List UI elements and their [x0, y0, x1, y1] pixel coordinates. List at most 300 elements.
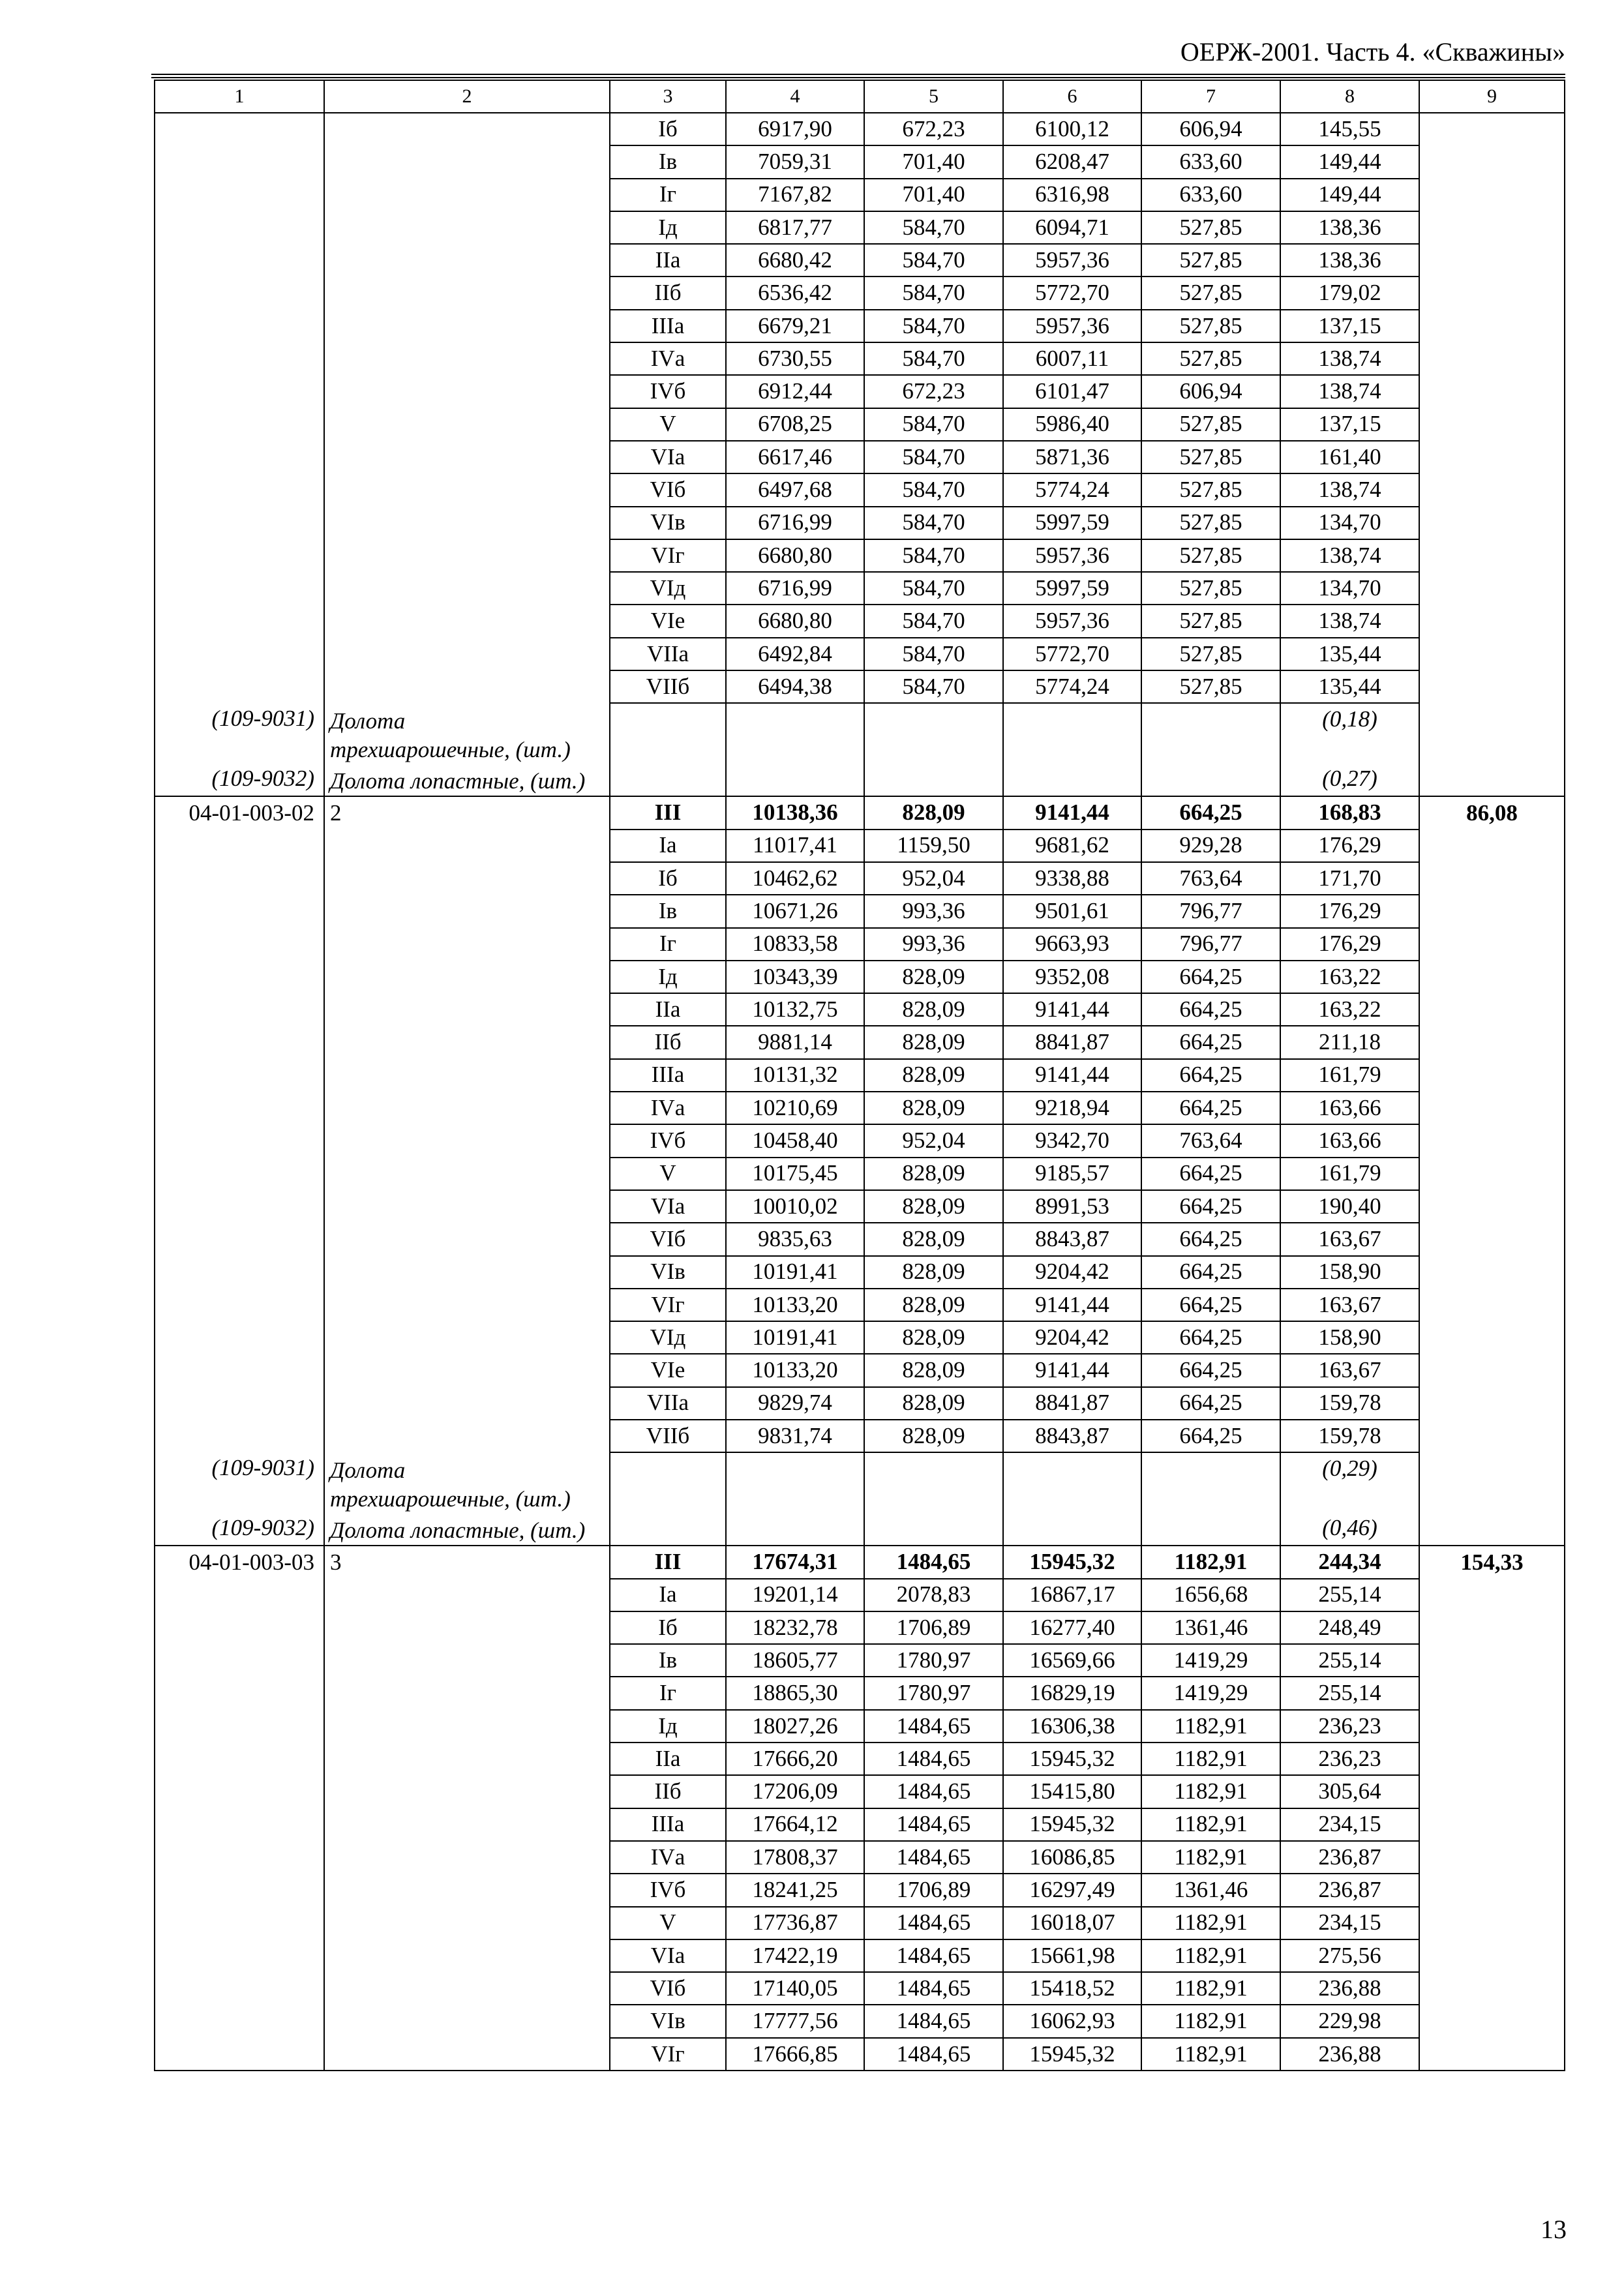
column-number: 7	[1141, 80, 1280, 113]
total-cost-cell: 6708,25	[726, 408, 864, 441]
table-row	[155, 1743, 1565, 1775]
labor-wages-cell: 1159,50	[864, 830, 1003, 862]
rate-code-cell	[155, 1775, 324, 1808]
operator-wages-cell: 527,85	[1141, 310, 1280, 342]
materials-cost-cell: 255,14	[1280, 1677, 1419, 1709]
operator-wages-cell: 763,64	[1141, 862, 1280, 895]
operator-wages-cell: 664,25	[1141, 1420, 1280, 1452]
labor-hours-cell	[1419, 1710, 1565, 1743]
table-row	[155, 473, 1565, 506]
work-description-cell	[324, 179, 610, 211]
work-description-cell	[324, 1874, 610, 1906]
labor-wages-cell: 993,36	[864, 928, 1003, 961]
total-cost-cell: 17674,31	[726, 1546, 864, 1578]
resource-name-line: трехшарошечные, (шт.)	[330, 1486, 571, 1512]
labor-hours-cell	[1419, 1808, 1565, 1841]
machine-cost-cell: 8991,53	[1003, 1190, 1141, 1223]
labor-hours-cell	[1419, 1223, 1565, 1255]
labor-hours-cell	[1419, 1743, 1565, 1775]
table-row	[155, 961, 1565, 993]
total-cost-cell: 17666,85	[726, 2038, 864, 2071]
labor-hours-cell	[1419, 2038, 1565, 2071]
table-row	[155, 1907, 1565, 1939]
machine-cost-cell: 16867,17	[1003, 1579, 1141, 1611]
column-number: 9	[1419, 80, 1565, 113]
machine-cost-cell: 9185,57	[1003, 1158, 1141, 1190]
materials-cost-cell: 135,44	[1280, 638, 1419, 670]
table-row	[155, 1420, 1565, 1452]
operator-wages-cell: 1182,91	[1141, 1808, 1280, 1841]
work-description-cell	[324, 1124, 610, 1157]
labor-hours-cell	[1419, 473, 1565, 506]
work-description-cell	[324, 1907, 610, 1939]
operator-wages-cell: 664,25	[1141, 993, 1280, 1026]
machine-cost-cell: 6007,11	[1003, 342, 1141, 375]
zone-cell: IIа	[610, 244, 726, 277]
zone-cell: IVб	[610, 1874, 726, 1906]
materials-cost-cell: 137,15	[1280, 408, 1419, 441]
rate-code-cell	[155, 1124, 324, 1157]
labor-wages-cell: 828,09	[864, 1387, 1003, 1420]
labor-hours-cell	[1419, 1190, 1565, 1223]
empty-cell	[610, 1514, 726, 1546]
materials-cost-cell: 138,74	[1280, 375, 1419, 408]
machine-cost-cell: 5957,36	[1003, 539, 1141, 572]
operator-wages-cell: 1419,29	[1141, 1677, 1280, 1709]
zone-cell: Iд	[610, 211, 726, 244]
work-description-cell	[324, 1677, 610, 1709]
empty-cell	[610, 764, 726, 796]
zone-cell: VIIа	[610, 1387, 726, 1420]
machine-cost-cell: 16829,19	[1003, 1677, 1141, 1709]
table-row	[155, 605, 1565, 637]
operator-wages-cell: 633,60	[1141, 145, 1280, 178]
machine-cost-cell: 9663,93	[1003, 928, 1141, 961]
total-cost-cell: 6680,42	[726, 244, 864, 277]
work-description-cell	[324, 441, 610, 473]
table-row	[155, 1546, 1565, 1578]
column-number: 5	[864, 80, 1003, 113]
labor-hours-cell	[1419, 1677, 1565, 1709]
rate-code-cell	[155, 1874, 324, 1906]
operator-wages-cell: 1182,91	[1141, 1972, 1280, 2005]
table-row	[155, 277, 1565, 309]
resource-name-cell	[324, 703, 610, 764]
total-cost-cell: 11017,41	[726, 830, 864, 862]
zone-cell: VIе	[610, 1354, 726, 1386]
work-description-cell	[324, 1321, 610, 1354]
total-cost-cell: 6497,68	[726, 473, 864, 506]
table-row	[155, 1972, 1565, 2005]
materials-cost-cell: 161,79	[1280, 1158, 1419, 1190]
total-cost-cell: 6730,55	[726, 342, 864, 375]
labor-wages-cell: 828,09	[864, 1321, 1003, 1354]
labor-hours-cell	[1419, 830, 1565, 862]
resource-row	[155, 1514, 1565, 1546]
table-row	[155, 1026, 1565, 1058]
work-description-cell	[324, 1256, 610, 1289]
materials-cost-cell: 236,88	[1280, 2038, 1419, 2071]
machine-cost-cell: 9218,94	[1003, 1092, 1141, 1124]
rate-code-cell	[155, 113, 324, 145]
labor-hours-cell	[1419, 1354, 1565, 1386]
table-row	[155, 1092, 1565, 1124]
table-row	[155, 1775, 1565, 1808]
machine-cost-cell: 15418,52	[1003, 1972, 1141, 2005]
work-description-cell	[324, 2005, 610, 2037]
total-cost-cell: 9881,14	[726, 1026, 864, 1058]
zone-cell: VIв	[610, 507, 726, 539]
labor-wages-cell: 1706,89	[864, 1611, 1003, 1644]
zone-cell: IIIа	[610, 1059, 726, 1092]
operator-wages-cell: 1419,29	[1141, 1644, 1280, 1677]
empty-cell	[1141, 1452, 1280, 1514]
rate-code-cell	[155, 1611, 324, 1644]
operator-wages-cell: 1182,91	[1141, 1710, 1280, 1743]
table-row	[155, 895, 1565, 927]
zone-cell: IIIа	[610, 310, 726, 342]
resource-code-cell: (109-9031)	[155, 703, 324, 764]
table-row	[155, 1321, 1565, 1354]
total-cost-cell: 9831,74	[726, 1420, 864, 1452]
zone-cell: Iд	[610, 1710, 726, 1743]
table-row	[155, 1841, 1565, 1874]
total-cost-cell: 10132,75	[726, 993, 864, 1026]
operator-wages-cell: 527,85	[1141, 605, 1280, 637]
rate-code-cell	[155, 1158, 324, 1190]
table-row	[155, 179, 1565, 211]
labor-wages-cell: 828,09	[864, 796, 1003, 829]
labor-wages-cell: 584,70	[864, 408, 1003, 441]
rate-code-cell	[155, 1841, 324, 1874]
work-description-cell	[324, 277, 610, 309]
zone-cell: Iв	[610, 895, 726, 927]
table-row	[155, 1223, 1565, 1255]
labor-wages-cell: 828,09	[864, 1256, 1003, 1289]
materials-cost-cell: 149,44	[1280, 179, 1419, 211]
materials-cost-cell: 138,74	[1280, 605, 1419, 637]
empty-cell	[1003, 1514, 1141, 1546]
rate-code-cell	[155, 1743, 324, 1775]
labor-hours-cell	[1419, 1026, 1565, 1058]
operator-wages-cell: 527,85	[1141, 244, 1280, 277]
total-cost-cell: 10175,45	[726, 1158, 864, 1190]
table-row	[155, 638, 1565, 670]
resource-row	[155, 703, 1565, 764]
operator-wages-cell: 1656,68	[1141, 1579, 1280, 1611]
labor-wages-cell: 828,09	[864, 1354, 1003, 1386]
work-description-cell	[324, 1387, 610, 1420]
zone-cell: IIа	[610, 1743, 726, 1775]
operator-wages-cell: 1361,46	[1141, 1611, 1280, 1644]
total-cost-cell: 9835,63	[726, 1223, 864, 1255]
table-row	[155, 113, 1565, 145]
rate-code-cell	[155, 1420, 324, 1452]
table-row	[155, 2005, 1565, 2037]
total-cost-cell: 6817,77	[726, 211, 864, 244]
total-cost-cell: 6716,99	[726, 507, 864, 539]
operator-wages-cell: 1182,91	[1141, 1907, 1280, 1939]
table-row	[155, 1611, 1565, 1644]
table-row	[155, 1939, 1565, 1972]
table-row	[155, 1677, 1565, 1709]
labor-hours-cell	[1419, 1775, 1565, 1808]
operator-wages-cell: 664,25	[1141, 1354, 1280, 1386]
zone-cell: VIIб	[610, 1420, 726, 1452]
rate-code-cell	[155, 862, 324, 895]
labor-hours-cell	[1419, 1579, 1565, 1611]
machine-cost-cell: 9204,42	[1003, 1321, 1141, 1354]
labor-hours-cell	[1419, 277, 1565, 309]
operator-wages-cell: 664,25	[1141, 1190, 1280, 1223]
zone-cell: VIг	[610, 2038, 726, 2071]
rate-code-cell	[155, 572, 324, 605]
machine-cost-cell: 9352,08	[1003, 961, 1141, 993]
machine-cost-cell: 16569,66	[1003, 1644, 1141, 1677]
materials-cost-cell: 135,44	[1280, 670, 1419, 703]
zone-cell: VIа	[610, 1190, 726, 1223]
labor-hours-cell	[1419, 375, 1565, 408]
resource-name-line: Долота	[330, 1458, 406, 1484]
zone-cell: Iб	[610, 1611, 726, 1644]
zone-cell: VIд	[610, 572, 726, 605]
materials-cost-cell: 236,87	[1280, 1874, 1419, 1906]
materials-cost-cell: 234,15	[1280, 1907, 1419, 1939]
materials-cost-cell: 138,36	[1280, 244, 1419, 277]
labor-wages-cell: 1484,65	[864, 2038, 1003, 2071]
materials-cost-cell: 163,67	[1280, 1223, 1419, 1255]
labor-hours-cell	[1419, 113, 1565, 145]
machine-cost-cell: 16086,85	[1003, 1841, 1141, 1874]
labor-wages-cell: 584,70	[864, 507, 1003, 539]
machine-cost-cell: 6101,47	[1003, 375, 1141, 408]
machine-cost-cell: 6094,71	[1003, 211, 1141, 244]
labor-wages-cell: 584,70	[864, 441, 1003, 473]
rate-code-cell	[155, 1321, 324, 1354]
rate-code-cell	[155, 277, 324, 309]
operator-wages-cell: 664,25	[1141, 961, 1280, 993]
labor-wages-cell: 1484,65	[864, 1939, 1003, 1972]
materials-cost-cell: 176,29	[1280, 830, 1419, 862]
rate-code-cell	[155, 1223, 324, 1255]
operator-wages-cell: 1182,91	[1141, 2005, 1280, 2037]
operator-wages-cell: 1361,46	[1141, 1874, 1280, 1906]
machine-cost-cell: 15945,32	[1003, 2038, 1141, 2071]
table-row	[155, 310, 1565, 342]
materials-cost-cell: 163,22	[1280, 961, 1419, 993]
materials-cost-cell: 161,79	[1280, 1059, 1419, 1092]
operator-wages-cell: 664,25	[1141, 1223, 1280, 1255]
operator-wages-cell: 1182,91	[1141, 1841, 1280, 1874]
column-number: 1	[155, 80, 324, 113]
total-cost-cell: 10462,62	[726, 862, 864, 895]
total-cost-cell: 10833,58	[726, 928, 864, 961]
operator-wages-cell: 664,25	[1141, 1256, 1280, 1289]
operator-wages-cell: 606,94	[1141, 113, 1280, 145]
total-cost-cell: 17140,05	[726, 1972, 864, 2005]
table-row	[155, 928, 1565, 961]
table-row	[155, 1579, 1565, 1611]
zone-cell: VIб	[610, 1972, 726, 2005]
resource-name-cell	[324, 764, 610, 796]
zone-cell: IIа	[610, 993, 726, 1026]
rate-code-cell	[155, 1354, 324, 1386]
machine-cost-cell: 9681,62	[1003, 830, 1141, 862]
machine-cost-cell: 8841,87	[1003, 1026, 1141, 1058]
table-row	[155, 1289, 1565, 1321]
machine-cost-cell: 9141,44	[1003, 796, 1141, 829]
zone-cell: Iд	[610, 961, 726, 993]
labor-wages-cell: 584,70	[864, 605, 1003, 637]
table-row	[155, 862, 1565, 895]
machine-cost-cell: 8843,87	[1003, 1420, 1141, 1452]
table-row	[155, 507, 1565, 539]
machine-cost-cell: 16018,07	[1003, 1907, 1141, 1939]
zone-cell: VIв	[610, 2005, 726, 2037]
zone-cell: III	[610, 1546, 726, 1578]
total-cost-cell: 10131,32	[726, 1059, 864, 1092]
materials-cost-cell: 163,22	[1280, 993, 1419, 1026]
materials-cost-cell: 305,64	[1280, 1775, 1419, 1808]
operator-wages-cell: 1182,91	[1141, 1775, 1280, 1808]
rate-code-cell	[155, 2038, 324, 2071]
resource-name-cell	[324, 1514, 610, 1546]
labor-wages-cell: 828,09	[864, 1420, 1003, 1452]
total-cost-cell: 17664,12	[726, 1808, 864, 1841]
resource-code-cell: (109-9032)	[155, 1514, 324, 1546]
empty-cell	[610, 1452, 726, 1514]
operator-wages-cell: 664,25	[1141, 1289, 1280, 1321]
total-cost-cell: 17777,56	[726, 2005, 864, 2037]
machine-cost-cell: 6316,98	[1003, 179, 1141, 211]
column-number: 8	[1280, 80, 1419, 113]
labor-hours-cell	[1419, 703, 1565, 764]
empty-cell	[610, 703, 726, 764]
table-row	[155, 1256, 1565, 1289]
zone-cell: Iг	[610, 928, 726, 961]
operator-wages-cell: 664,25	[1141, 1158, 1280, 1190]
labor-wages-cell: 584,70	[864, 539, 1003, 572]
work-description-cell	[324, 1092, 610, 1124]
work-description-cell: 3	[324, 1546, 610, 1578]
operator-wages-cell: 527,85	[1141, 539, 1280, 572]
operator-wages-cell: 664,25	[1141, 796, 1280, 829]
materials-cost-cell: 211,18	[1280, 1026, 1419, 1058]
work-description-cell	[324, 1611, 610, 1644]
machine-cost-cell: 15661,98	[1003, 1939, 1141, 1972]
work-description-cell	[324, 1775, 610, 1808]
work-description-cell	[324, 1579, 610, 1611]
labor-wages-cell: 828,09	[864, 961, 1003, 993]
work-description-cell	[324, 1190, 610, 1223]
work-description-cell	[324, 1841, 610, 1874]
labor-wages-cell: 1484,65	[864, 1972, 1003, 2005]
machine-cost-cell: 9141,44	[1003, 1059, 1141, 1092]
rate-code-cell	[155, 1939, 324, 1972]
work-description-cell	[324, 473, 610, 506]
total-cost-cell: 10138,36	[726, 796, 864, 829]
labor-hours-cell	[1419, 961, 1565, 993]
machine-cost-cell: 5997,59	[1003, 507, 1141, 539]
labor-wages-cell: 828,09	[864, 1026, 1003, 1058]
total-cost-cell: 17666,20	[726, 1743, 864, 1775]
materials-cost-cell: 179,02	[1280, 277, 1419, 309]
column-number: 2	[324, 80, 610, 113]
operator-wages-cell: 527,85	[1141, 670, 1280, 703]
labor-wages-cell: 828,09	[864, 1158, 1003, 1190]
rate-code-cell	[155, 1092, 324, 1124]
labor-wages-cell: 701,40	[864, 145, 1003, 178]
zone-cell: VIа	[610, 1939, 726, 1972]
total-cost-cell: 10343,39	[726, 961, 864, 993]
rate-code-cell	[155, 1256, 324, 1289]
labor-hours-cell	[1419, 408, 1565, 441]
work-description-cell	[324, 342, 610, 375]
work-description-cell	[324, 1158, 610, 1190]
resource-name-line: Долота	[330, 708, 406, 734]
work-description-cell	[324, 1354, 610, 1386]
rate-code-cell	[155, 375, 324, 408]
column-number: 6	[1003, 80, 1141, 113]
machine-cost-cell: 9204,42	[1003, 1256, 1141, 1289]
labor-hours-cell	[1419, 1907, 1565, 1939]
zone-cell: VIв	[610, 1256, 726, 1289]
work-description-cell	[324, 539, 610, 572]
labor-hours-cell: 154,33	[1419, 1546, 1565, 1578]
machine-cost-cell: 16062,93	[1003, 2005, 1141, 2037]
materials-cost-cell: 138,36	[1280, 211, 1419, 244]
materials-cost-cell: 138,74	[1280, 473, 1419, 506]
labor-hours-cell	[1419, 638, 1565, 670]
work-description-cell	[324, 1939, 610, 1972]
machine-cost-cell: 5774,24	[1003, 670, 1141, 703]
operator-wages-cell: 527,85	[1141, 342, 1280, 375]
zone-cell: IVа	[610, 1841, 726, 1874]
price-table-container	[154, 80, 1564, 2071]
total-cost-cell: 6617,46	[726, 441, 864, 473]
labor-hours-cell	[1419, 1256, 1565, 1289]
rate-code-cell: 04-01-003-02	[155, 796, 324, 829]
labor-wages-cell: 828,09	[864, 1190, 1003, 1223]
materials-cost-cell: 236,23	[1280, 1710, 1419, 1743]
table-row	[155, 244, 1565, 277]
materials-cost-cell: 161,40	[1280, 441, 1419, 473]
column-number: 4	[726, 80, 864, 113]
machine-cost-cell: 5986,40	[1003, 408, 1141, 441]
labor-wages-cell: 2078,83	[864, 1579, 1003, 1611]
materials-cost-cell: 163,66	[1280, 1092, 1419, 1124]
work-description-cell	[324, 375, 610, 408]
resource-row	[155, 764, 1565, 796]
labor-wages-cell: 1484,65	[864, 2005, 1003, 2037]
labor-wages-cell: 828,09	[864, 1092, 1003, 1124]
machine-cost-cell: 6100,12	[1003, 113, 1141, 145]
labor-hours-cell	[1419, 2005, 1565, 2037]
work-description-cell	[324, 605, 610, 637]
operator-wages-cell: 1182,91	[1141, 1546, 1280, 1578]
operator-wages-cell: 527,85	[1141, 277, 1280, 309]
machine-cost-cell: 16277,40	[1003, 1611, 1141, 1644]
total-cost-cell: 19201,14	[726, 1579, 864, 1611]
zone-cell: VIг	[610, 539, 726, 572]
zone-cell: IVа	[610, 1092, 726, 1124]
header-rule	[151, 74, 1565, 75]
labor-wages-cell: 1484,65	[864, 1775, 1003, 1808]
zone-cell: IIIа	[610, 1808, 726, 1841]
work-description-cell	[324, 1223, 610, 1255]
labor-wages-cell: 993,36	[864, 895, 1003, 927]
work-description-cell	[324, 2038, 610, 2071]
